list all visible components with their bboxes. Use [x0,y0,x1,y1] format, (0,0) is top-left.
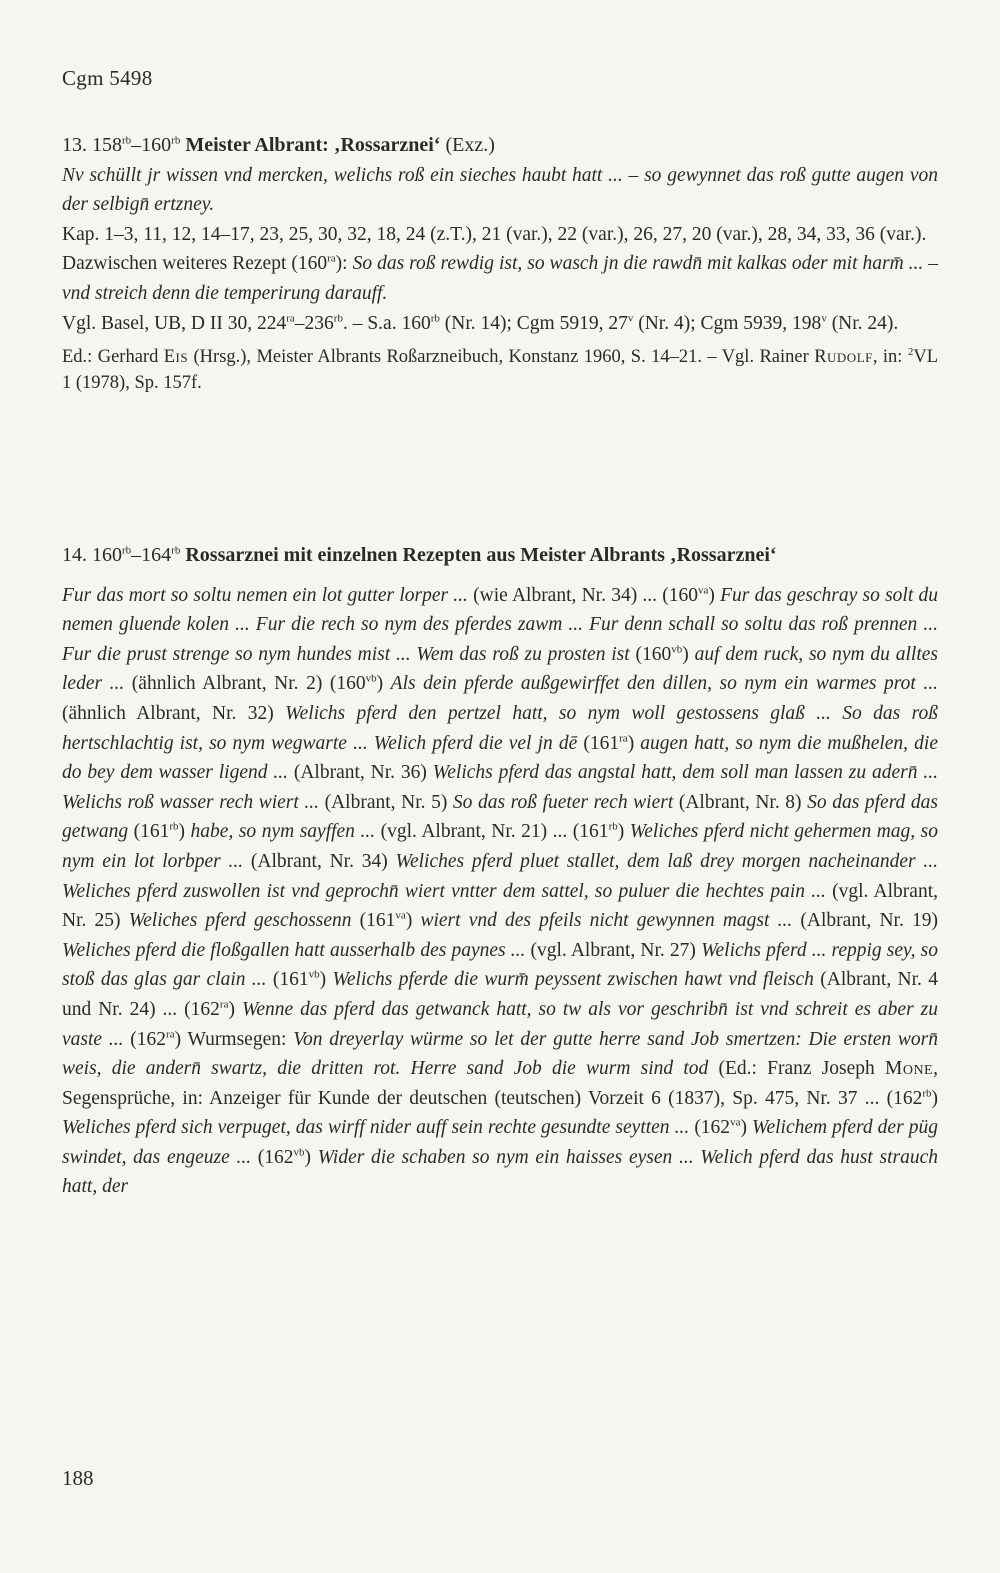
recipe-text: So das pferd das getwang [62,791,938,843]
recipe-text: Fur das mort so soltu nemen ein lot gutter lorper ... [62,584,468,606]
recipe-text: Welichs pferde die wurm̄ peyssent zwischen hawt vnd fleisch [332,969,814,991]
folio-range: –160 [131,134,172,156]
text: (wie Albrant, Nr. 34) ... (160 [467,584,699,606]
entry-13-edition [62,344,938,396]
entry-14 [62,541,938,1202]
text: (162 [123,1028,167,1050]
text: (Hrsg.), Meister Albrants Roßarzneibuch, Konstanz 1960, S. 14–21. – Vgl. Rainer [188,347,815,368]
text: (161 [577,732,620,754]
folio-sup: vb [365,672,377,685]
text: ) Wurmsegen: [174,1028,294,1050]
text: (vgl. Albrant, Nr. 21) ... (161 [375,821,609,843]
entry-14-number: 14. 160 [62,544,122,566]
text: (Ed.: Franz Joseph [708,1058,885,1080]
folio-sup: ra [166,1028,175,1040]
folio-sup: ra [286,312,295,325]
entry-13-title: Meister Albrant: ‚Rossarznei‘ [185,134,441,156]
recipe-text: Von dreyerlay würme so let der gutte herre sand Job smertzen: Die ersten worn̄ weis, die andern̄ swartz, die dritten rot. Herre sand Job die wurm sind tod [62,1028,938,1080]
folio-sup: vb [293,1146,305,1159]
edition-sup: 2 [907,346,914,358]
text: ) [740,1117,753,1139]
recipe-text: auf dem ruck, so nym du alltes leder ... [62,643,938,695]
folio-sup: rb [122,544,132,557]
folio-range: –164 [131,544,172,566]
folio-sup: ra [619,732,628,745]
folio-sup: rb [122,134,132,147]
text: (161 [351,910,396,932]
text: Dazwischen weiteres Rezept (160 [62,253,328,275]
folio-sup: rb [922,1087,932,1100]
incipit-text: Nv schüllt jr wissen vnd mercken, welichs roß ein sieches haubt hatt ... – so gewynnet das roß gutte augen von der selbign̄ ertzney. [62,164,938,216]
text: ) [931,1087,938,1109]
text: ) [617,821,630,843]
entry-13-title-suffix: (Exz.) [445,134,495,156]
folio-sup: rb [430,312,440,325]
text: VL 1 (1978), Sp. 157f. [62,347,939,394]
folio-sup: rb [171,134,181,147]
text: ) [304,1146,318,1168]
entry-14-title: Rossarznei mit einzelnen Rezepten aus Meister Albrants ‚Rossarznei‘ [185,544,777,566]
recipe-text: augen hatt, so nym die mußhelen, die do bey dem wasser ligend ... [62,732,938,784]
text: (161 [128,821,170,843]
text: Vgl. Basel, UB, D II 30, 224 [62,312,287,334]
text: (vgl. Albrant, Nr. 27) [525,939,702,961]
text: (ähnlich Albrant, Nr. 2) (160 [124,673,366,695]
recipe-text: Welichs pferd ... reppig sey, so stoß das glas gar clain ... [62,939,938,991]
text: (161 [266,969,309,991]
folio-sup: v [627,312,634,325]
folio-sup: vb [308,968,320,981]
folio-sup: va [395,909,406,922]
text: (Albrant, Nr. 8) [673,791,808,813]
text: –236 [294,312,334,334]
folio-sup: va [698,584,709,597]
text: (Nr. 14); Cgm 5919, 27 [439,312,628,334]
folio-sup: rb [608,820,618,833]
text: (160 [629,643,672,665]
recipe-text: Weliches pferd sich verpuget, das wirff nider auff sein rechte gesundte seytten ... [62,1117,690,1139]
text: ) [682,643,695,665]
entry-13-heading [62,131,938,161]
recipe-text: Als dein pferde außgewirffet den dillen, so nym ein warmes prot ... [390,673,938,695]
text: , Segensprüche, in: Anzeiger für Kunde der deutschen (teutschen) Vorzeit 6 (1837), Sp. 475, Nr. 37 ... (162 [62,1058,938,1109]
text: (Albrant, Nr. 5) [319,791,453,813]
recipe-text: Weliches pferd nicht gehermen mag, so nym ein lot lorbper ... [62,821,939,872]
entry-14-body [62,581,938,1202]
recipe-text: Welichs pferd den pertzel hatt, so nym woll gestossens glaß ... So das roß hertschlachtig ist, so nym wegwarte ... Welich pferd die vel jn dē [62,702,939,754]
text: ) [178,821,191,843]
text: (Albrant, Nr. 36) [287,762,433,784]
text: (Nr. 24). [826,312,899,334]
recipe-text: Weliches pferd pluet stallet, dem laß drey morgen nacheinander ... Weliches pferd zuswollen ist vnd geprochn̄ wiert vntter dem sattel, so puluer die hechtes pain ... [62,850,939,902]
author-name: Eis [163,347,189,368]
text: ) [319,969,333,991]
folio-sup: rb [333,312,343,325]
recipe-text: Welichem pferd der püg swindet, das engeuze ... [62,1117,938,1168]
text: (162 [689,1117,731,1139]
recipe-text: So das roß fueter rech wiert [452,791,674,813]
folio-sup: rb [171,544,181,557]
text: ): [335,253,353,275]
text: ) [228,998,242,1020]
entry-14-heading [62,541,938,571]
text: Ed.: Gerhard [62,347,164,368]
folio-sup: ra [219,998,229,1011]
recipe-text: Fur das geschray so solt du nemen gluende kolen ... Fur die rech so nym des pferdes zawm ... Fur denn schall so soltu das roß prennen ... Fur die prust strenge so nym hundes mist ... Wem das roß zu prosten ist [62,584,938,665]
recipe-text: Weliches pferd die floßgallen hatt ausserhalb des paynes ... [62,939,526,961]
folio-sup: ra [327,252,336,265]
recipe-text: Wenne das pferd das getwanck hatt, so tw als vor geschribn̄ ist vnd schreit es aber zu vaste ... [62,998,938,1050]
entry-13-kap: Kap. 1–3, 11, 12, 14–17, 23, 25, 30, 32, 18, 24 (z.T.), 21 (var.), 22 (var.), 26, 27, 20 (var.), 28, 34, 33, 36 (var.). [62,223,927,245]
running-head: Cgm 5498 [62,66,153,90]
recipe-text: Weliches pferd geschossenn [128,910,352,932]
author-name: Rudolf [814,347,873,368]
page-number: 188 [62,1466,94,1490]
entry-13 [62,131,938,396]
text: (ähnlich Albrant, Nr. 32) [62,702,286,724]
text: (Albrant, Nr. 34) [243,850,396,872]
text: ) [708,584,721,606]
text: . – S.a. 160 [342,312,431,334]
text: ) [627,732,641,754]
text: (vgl. Albrant, Nr. 25) [62,880,938,932]
text: (Albrant, Nr. 4 und Nr. 24) ... (162 [62,969,939,1020]
text: (Nr. 4); Cgm 5939, 198 [633,312,822,334]
entry-13-incipit [62,161,938,220]
text: ) [376,673,391,695]
author-name: Mone [885,1058,934,1080]
recipe-text: So das roß rewdig ist, so wasch jn die rawdn̄ mit kalkas oder mit harm̄ ... – vnd streich denn die temperirung darauff. [62,253,939,304]
folio-sup: vb [671,643,683,656]
entry-13-dazwischen [62,249,938,308]
text: (162 [251,1146,294,1168]
entry-13-vgl [62,309,938,339]
text: (Albrant, Nr. 19) [792,910,938,932]
text: , in: [872,347,908,368]
recipe-text: wiert vnd des pfeils nicht gewynnen magst ... [420,910,793,932]
text: ) [405,910,421,932]
folio-sup: v [821,312,827,325]
entry-13-number: 13. 158 [62,134,122,156]
folio-sup: rb [169,820,179,833]
recipe-text: Welichs pferd das angstal hatt, dem soll man lassen zu adern̄ ... Welichs roß wasser rech wiert ... [62,762,938,813]
recipe-text: habe, so nym sayffen ... [190,821,376,843]
folio-sup: va [730,1116,741,1129]
recipe-text: Wider die schaben so nym ein haisses eysen ... Welich pferd das hust strauch hatt, der [62,1146,938,1198]
